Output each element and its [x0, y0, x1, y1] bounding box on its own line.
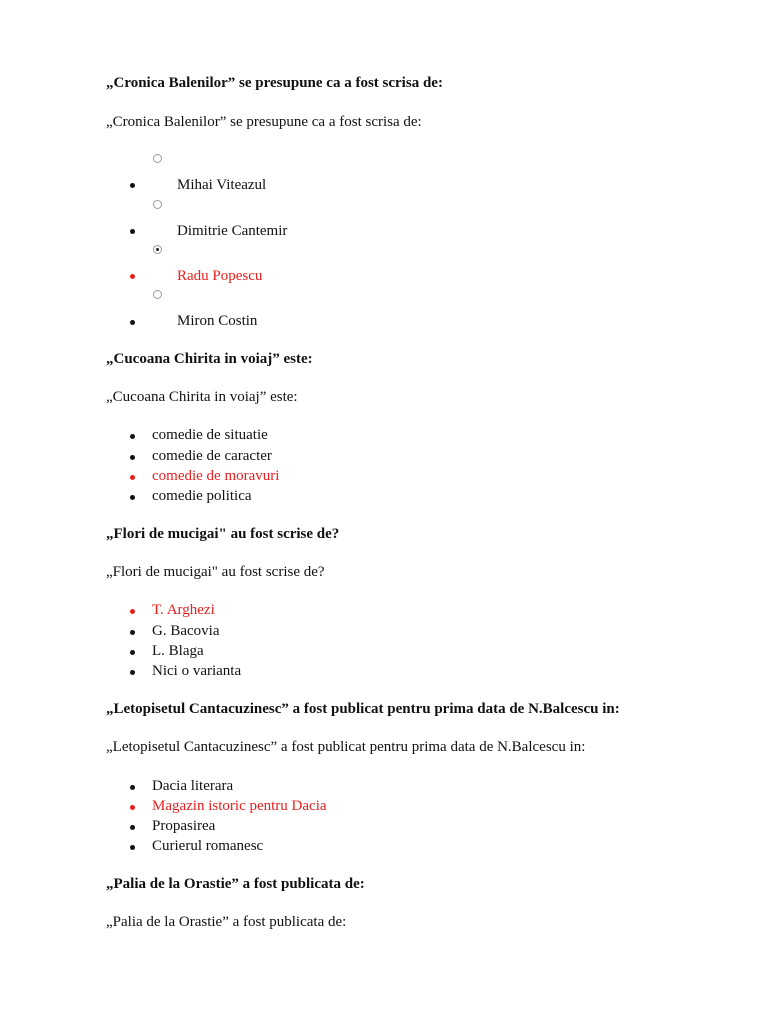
option-label: G. Bacovia: [152, 623, 220, 639]
bullet-icon: [130, 650, 135, 655]
bullet-icon: [130, 229, 135, 234]
question-1-text: „Cronica Balenilor” se presupune ca a fost scrisa de:: [106, 114, 422, 130]
bullet-icon: [130, 609, 135, 614]
option-label: Miron Costin: [177, 313, 258, 329]
option-label: Curierul romanesc: [152, 838, 264, 854]
bullet-icon: [130, 475, 135, 480]
bullet-icon: [130, 805, 135, 810]
question-2-heading: „Cucoana Chirita in voiaj” este:: [106, 351, 313, 367]
bullet-icon: [130, 845, 135, 850]
bullet-icon: [130, 785, 135, 790]
question-4-text: „Letopisetul Cantacuzinesc” a fost publicat pentru prima data de N.Balcescu in:: [106, 739, 586, 755]
option-label-correct: T. Arghezi: [152, 602, 215, 618]
bullet-icon: [130, 455, 135, 460]
question-4-heading: „Letopisetul Cantacuzinesc” a fost publicat pentru prima data de N.Balcescu in:: [106, 701, 620, 717]
option-label-correct: comedie de moravuri: [152, 468, 280, 484]
question-2-text: „Cucoana Chirita in voiaj” este:: [106, 389, 298, 405]
bullet-icon: [130, 670, 135, 675]
option-label: Propasirea: [152, 818, 216, 834]
option-label: L. Blaga: [152, 643, 204, 659]
bullet-icon: [130, 825, 135, 830]
question-5-text: „Palia de la Orastie” a fost publicata de:: [106, 914, 347, 930]
option-label: Dacia literara: [152, 778, 234, 794]
bullet-icon: [130, 630, 135, 635]
radio-button[interactable]: [153, 200, 162, 209]
radio-button-selected[interactable]: [153, 245, 162, 254]
bullet-icon: [130, 320, 135, 325]
bullet-icon: [130, 434, 135, 439]
bullet-icon: [130, 495, 135, 500]
option-label: Nici o varianta: [152, 663, 242, 679]
option-label: Mihai Viteazul: [177, 177, 267, 193]
bullet-icon: [130, 183, 135, 188]
option-label: Dimitrie Cantemir: [177, 223, 288, 239]
bullet-icon: [130, 274, 135, 279]
option-label: comedie de caracter: [152, 448, 272, 464]
radio-button[interactable]: [153, 290, 162, 299]
question-3-heading: „Flori de mucigai" au fost scrise de?: [106, 526, 340, 542]
option-label-correct: Radu Popescu: [177, 268, 263, 284]
option-label-correct: Magazin istoric pentru Dacia: [152, 798, 327, 814]
question-5-heading: „Palia de la Orastie” a fost publicata de:: [106, 876, 365, 892]
option-label: comedie de situatie: [152, 427, 268, 443]
radio-button[interactable]: [153, 154, 162, 163]
option-label: comedie politica: [152, 488, 252, 504]
question-1-heading: „Cronica Balenilor” se presupune ca a fost scrisa de:: [106, 75, 443, 91]
question-3-text: „Flori de mucigai" au fost scrise de?: [106, 564, 325, 580]
